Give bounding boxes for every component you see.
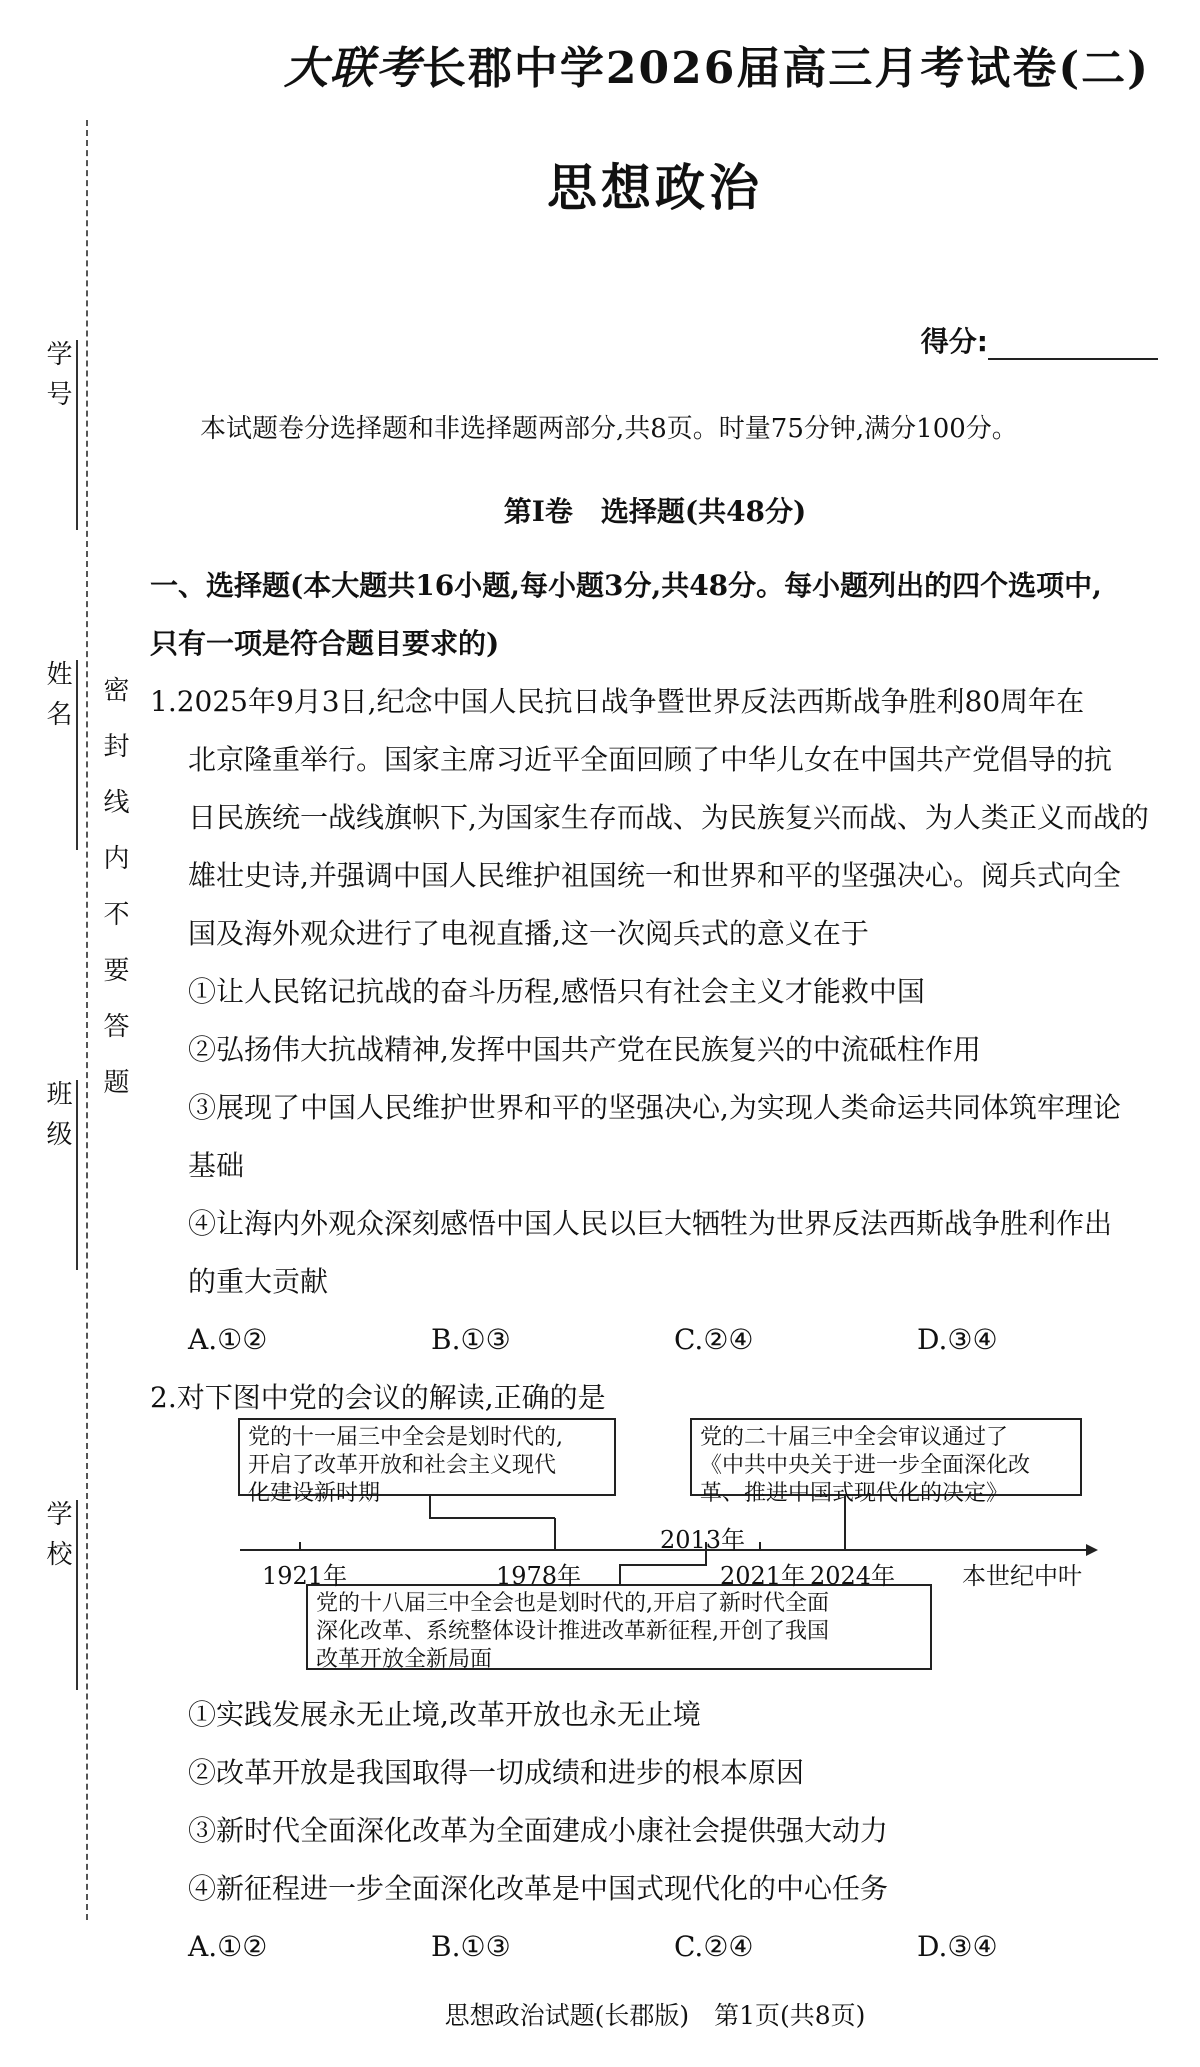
q2-options [150,1918,1160,1976]
brand-logo: 大联考 [283,43,422,94]
box-line: 党的十八届三中全会也是划时代的,开启了新时代全面 [316,1591,829,1616]
q1-stem-line: 国及海外观众进行了电视直播,这一次阅兵式的意义在于 [188,917,869,950]
q1-item: ④让海内外观众深刻感悟中国人民以巨大牺牲为世界反法西斯战争胜利作出 [188,1207,1113,1240]
seal-warning: 密封线内不要答题 [99,676,129,1124]
box-line: 党的二十届三中全会审议通过了 [700,1425,1009,1450]
timeline-label-1978: 1978年 [496,1562,582,1590]
box-line: 开启了改革开放和社会主义现代 [248,1453,557,1478]
timeline-label-midcentury: 本世纪中叶 [962,1562,1082,1590]
option-c[interactable]: C.②④ [674,1930,754,1963]
q1-options [150,1311,1160,1369]
box-line: 党的十一届三中全会是划时代的, [248,1425,563,1450]
section-title: 第Ⅰ卷 选择题(共48分) [503,495,807,528]
q2-stem: 2.对下图中党的会议的解读,正确的是 [150,1381,606,1414]
q1-stem-line: 雄壮史诗,并强调中国人民维护祖国统一和世界和平的坚强决心。阅兵式向全 [188,859,1121,892]
connector-2013 [620,1550,706,1584]
q1-stem-line: 1.2025年9月3日,纪念中国人民抗日战争暨世界反法西斯战争胜利80周年在 [150,685,1085,718]
timeline-label-1921: 1921年 [262,1562,348,1590]
option-d[interactable]: D.③④ [917,1930,998,1963]
box-line: 深化改革、系统整体设计推进改革新征程,开创了我国 [316,1619,829,1644]
timeline-box-1978 [238,1418,616,1506]
option-c[interactable]: C.②④ [674,1323,754,1356]
box-line: 改革开放全新局面 [316,1647,493,1672]
box-line: 革、推进中国式现代化的决定》 [700,1481,1009,1506]
question-block-1 [150,557,1160,1427]
subject-title: 思想政治 [547,159,763,217]
margin-field-name [18,660,78,860]
q1-item-cont: 基础 [188,1149,245,1182]
option-a[interactable]: A.①② [188,1930,268,1963]
q1-item: ③展现了中国人民维护世界和平的坚强决心,为实现人类命运共同体筑牢理论 [188,1091,1121,1124]
timeline-box-2024 [690,1418,1082,1506]
margin-label-name: 姓名 [42,660,72,740]
timeline-label-2021: 2021年 [720,1562,806,1590]
exam-title-text: 长郡中学2026届高三月考试卷(二) [421,43,1150,94]
q1-stem-line: 日民族统一战线旗帜下,为国家生存而战、为民族复兴而战、为人类正义而战的 [188,801,1149,834]
part-heading: 一、选择题(本大题共16小题,每小题3分,共48分。每小题列出的四个选项中, [150,569,1102,602]
q2-item: ①实践发展永无止境,改革开放也永无止境 [188,1698,701,1731]
margin-label-student-id: 学号 [42,340,72,420]
part-heading-cont: 只有一项是符合题目要求的) [150,627,500,660]
score-label: 得分: [920,325,988,358]
q1-item: ②弘扬伟大抗战精神,发挥中国共产党在民族复兴的中流砥柱作用 [188,1033,981,1066]
page-footer: 思想政治试题(长郡版) 第1页(共8页) [444,2001,866,2030]
fill-line [76,1080,78,1270]
q2-item: ③新时代全面深化改革为全面建成小康社会提供强大动力 [188,1814,889,1847]
box-line: 化建设新时期 [248,1481,381,1506]
margin-field-school [18,1500,78,1700]
option-b[interactable]: B.①③ [431,1930,511,1963]
box-line: 《中共中央关于进一步全面深化改 [700,1453,1031,1478]
option-a[interactable]: A.①② [188,1323,268,1356]
q1-item-cont: 的重大贡献 [188,1265,329,1298]
option-d[interactable]: D.③④ [917,1323,998,1356]
margin-field-class [18,1080,78,1280]
exam-title [284,32,1150,96]
timeline-box-2013 [306,1584,932,1670]
q1-stem-line: 北京隆重举行。国家主席习近平全面回顾了中华儿女在中国共产党倡导的抗 [188,743,1113,776]
question-block-2 [150,1686,1160,1976]
timeline-label-2013: 2013年 [660,1526,746,1554]
score-field [921,320,1158,360]
timeline-label-2024: 2024年 [810,1562,896,1590]
margin-label-class: 班级 [42,1080,72,1160]
exam-intro: 本试题卷分选择题和非选择题两部分,共8页。时量75分钟,满分100分。 [200,414,1018,444]
q1-item: ①让人民铭记抗战的奋斗历程,感悟只有社会主义才能救中国 [188,975,925,1008]
option-b[interactable]: B.①③ [431,1323,511,1356]
binding-dashed-line [86,120,90,1920]
q2-item: ④新征程进一步全面深化改革是中国式现代化的中心任务 [188,1872,889,1905]
margin-label-school: 学校 [42,1500,72,1580]
score-blank[interactable] [988,328,1158,360]
q2-item: ②改革开放是我国取得一切成绩和进步的根本原因 [188,1756,805,1789]
timeline-arrow [1086,1544,1098,1556]
fill-line [76,660,78,850]
fill-line [76,1500,78,1690]
